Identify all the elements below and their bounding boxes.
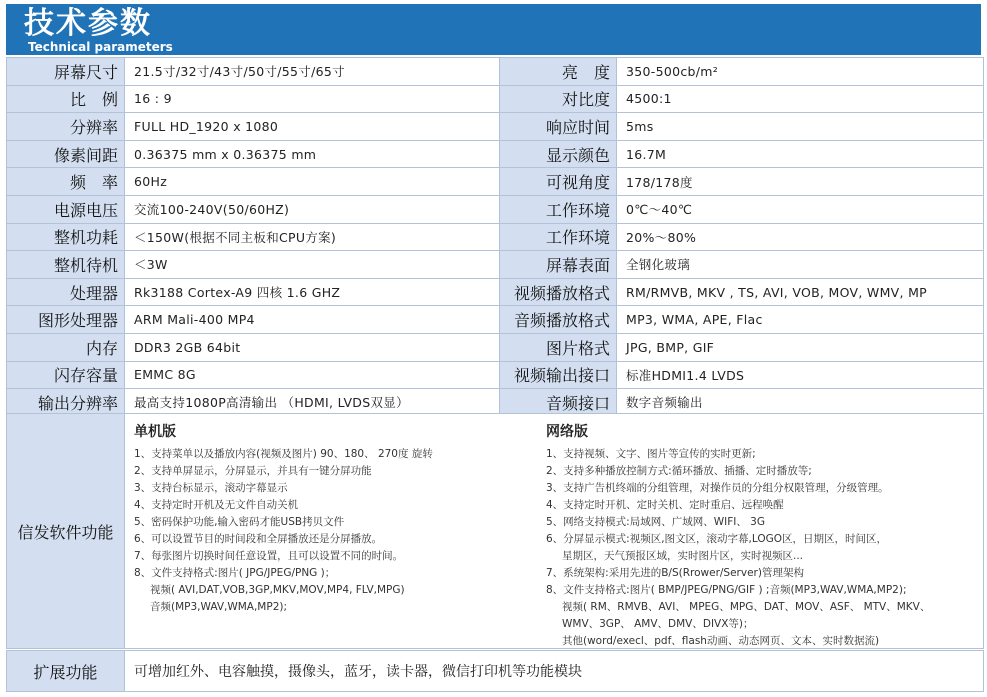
extension-table bbox=[6, 650, 984, 692]
spec-label: 像素间距 bbox=[7, 140, 125, 168]
standalone-item: 6、可以设置节目的时间段和全屏播放还是分屏播放。 bbox=[134, 533, 383, 545]
spec-row bbox=[7, 333, 984, 361]
spec-value: DDR3 2GB 64bit bbox=[125, 333, 500, 361]
spec-label: 整机功耗 bbox=[7, 223, 125, 251]
spec-label: 分辨率 bbox=[7, 113, 125, 141]
network-item: 5、网络支持模式:局域网、广域网、WIFI、 3G bbox=[546, 516, 765, 528]
network-item: 7、系统架构:采用先进的B/S(Rrower/Server)管理架构 bbox=[546, 567, 804, 579]
software-features-table bbox=[6, 413, 984, 649]
spec-label: 整机待机 bbox=[7, 251, 125, 279]
spec-label: 响应时间 bbox=[500, 113, 617, 141]
spec-label: 屏幕表面 bbox=[500, 251, 617, 279]
network-item: 星期区，天气预报区域，实时图片区，实时视频区... bbox=[562, 550, 804, 562]
spec-row bbox=[7, 306, 984, 334]
network-item: 其他(word/execl、pdf、flash动画、动态网页、文本、实时数据流) bbox=[562, 635, 880, 647]
spec-value: Rk3188 Cortex-A9 四核 1.6 GHZ bbox=[125, 278, 500, 306]
spec-row bbox=[7, 195, 984, 223]
title-banner bbox=[6, 4, 981, 55]
spec-value: 0℃～40℃ bbox=[617, 195, 984, 223]
spec-row bbox=[7, 168, 984, 196]
spec-value: 21.5寸/32寸/43寸/50寸/55寸/65寸 bbox=[125, 58, 500, 86]
spec-value: ＜3W bbox=[125, 251, 500, 279]
standalone-item: 5、密码保护功能,输入密码才能USB拷贝文件 bbox=[134, 516, 345, 528]
spec-label: 图片格式 bbox=[500, 333, 617, 361]
spec-row bbox=[7, 140, 984, 168]
network-item: 视频( RM、RMVB、AVI、 MPEG、MPG、DAT、MOV、ASF、 MTV、MKV、 bbox=[562, 601, 931, 613]
spec-label: 电源电压 bbox=[7, 195, 125, 223]
spec-label: 可视角度 bbox=[500, 168, 617, 196]
spec-row bbox=[7, 223, 984, 251]
software-features-content bbox=[125, 414, 984, 649]
network-item: 8、文件支持格式:图片( BMP/JPEG/PNG/GIF ) ;音频(MP3,WAV,WMA,MP2); bbox=[546, 584, 907, 596]
network-item: 1、支持视频、文字、图片等宣传的实时更新; bbox=[546, 448, 756, 460]
software-features-label: 信发软件功能 bbox=[7, 414, 125, 649]
spec-label: 处理器 bbox=[7, 278, 125, 306]
network-column bbox=[546, 422, 930, 650]
spec-label: 工作环境 bbox=[500, 195, 617, 223]
network-item: 3、支持广告机终端的分组管理，对操作员的分组分权限管理，分级管理。 bbox=[546, 482, 889, 494]
spec-label: 对比度 bbox=[500, 85, 617, 113]
standalone-title: 单机版 bbox=[134, 424, 176, 440]
spec-value: 5ms bbox=[617, 113, 984, 141]
standalone-item: 8、文件支持格式:图片( JPG/JPEG/PNG )； bbox=[134, 567, 336, 579]
standalone-item: 音频(MP3,WAV,WMA,MP2); bbox=[150, 601, 288, 613]
spec-value: ＜150W(根据不同主板和CPU方案) bbox=[125, 223, 500, 251]
spec-value: 交流100-240V(50/60HZ) bbox=[125, 195, 500, 223]
extension-value: 可增加红外、电容触摸，摄像头，蓝牙，读卡器，微信打印机等功能模块 bbox=[125, 651, 984, 692]
standalone-item: 2、支持单屏显示，分屏显示，并具有一键分屏功能 bbox=[134, 465, 372, 477]
spec-value: 178/178度 bbox=[617, 168, 984, 196]
spec-value: 数字音频输出 bbox=[617, 389, 984, 417]
spec-value: ARM Mali-400 MP4 bbox=[125, 306, 500, 334]
spec-label: 视频播放格式 bbox=[500, 278, 617, 306]
spec-row bbox=[7, 85, 984, 113]
spec-value: 60Hz bbox=[125, 168, 500, 196]
spec-value: RM/RMVB, MKV , TS, AVI, VOB, MOV, WMV, MP bbox=[617, 278, 984, 306]
spec-label: 内存 bbox=[7, 333, 125, 361]
page-title: 技术参数 bbox=[24, 6, 152, 41]
spec-row bbox=[7, 113, 984, 141]
spec-label: 比 例 bbox=[7, 85, 125, 113]
spec-value: 16.7M bbox=[617, 140, 984, 168]
spec-row bbox=[7, 58, 984, 86]
standalone-column bbox=[134, 422, 433, 616]
standalone-item: 视频( AVI,DAT,VOB,3GP,MKV,MOV,MP4, FLV,MPG) bbox=[150, 584, 405, 596]
spec-row bbox=[7, 278, 984, 306]
network-item: WMV、3GP、 AMV、DMV、DIVX等)； bbox=[562, 618, 754, 630]
network-item: 4、支持定时开机、定时关机、定时重启、远程唤醒 bbox=[546, 499, 784, 511]
standalone-item: 3、支持台标显示，滚动字幕显示 bbox=[134, 482, 288, 494]
spec-label: 工作环境 bbox=[500, 223, 617, 251]
spec-value: 标准HDMI1.4 LVDS bbox=[617, 361, 984, 389]
network-item: 6、分屏显示模式:视频区,图文区，滚动字幕,LOGO区，日期区，时间区， bbox=[546, 533, 888, 545]
spec-row bbox=[7, 251, 984, 279]
network-item: 2、支持多种播放控制方式:循环播放、插播、定时播放等; bbox=[546, 465, 812, 477]
spec-value: 16 : 9 bbox=[125, 85, 500, 113]
spec-row bbox=[7, 361, 984, 389]
extension-label: 扩展功能 bbox=[7, 651, 125, 692]
spec-label: 显示颜色 bbox=[500, 140, 617, 168]
spec-value: 全钢化玻璃 bbox=[617, 251, 984, 279]
spec-value: MP3, WMA, APE, Flac bbox=[617, 306, 984, 334]
page-subtitle: Technical parameters bbox=[28, 40, 173, 54]
spec-value: FULL HD_1920 x 1080 bbox=[125, 113, 500, 141]
spec-value: 0.36375 mm x 0.36375 mm bbox=[125, 140, 500, 168]
spec-value: 350-500cb/m² bbox=[617, 58, 984, 86]
spec-table bbox=[6, 57, 984, 417]
spec-value: EMMC 8G bbox=[125, 361, 500, 389]
standalone-item: 1、支持菜单以及播放内容(视频及图片) 90、180、 270度 旋转 bbox=[134, 448, 433, 460]
standalone-item: 7、每张图片切换时间任意设置，且可以设置不同的时间。 bbox=[134, 550, 404, 562]
spec-label: 音频播放格式 bbox=[500, 306, 617, 334]
spec-value: 4500:1 bbox=[617, 85, 984, 113]
spec-value: 20%～80% bbox=[617, 223, 984, 251]
spec-label: 亮 度 bbox=[500, 58, 617, 86]
spec-label: 屏幕尺寸 bbox=[7, 58, 125, 86]
spec-label: 音频接口 bbox=[500, 389, 617, 417]
spec-label: 频 率 bbox=[7, 168, 125, 196]
spec-label: 闪存容量 bbox=[7, 361, 125, 389]
spec-label: 输出分辨率 bbox=[7, 389, 125, 417]
spec-value: 最高支持1080P高清输出 （HDMI, LVDS双显） bbox=[125, 389, 500, 417]
spec-value: JPG, BMP, GIF bbox=[617, 333, 984, 361]
spec-label: 视频输出接口 bbox=[500, 361, 617, 389]
standalone-item: 4、支持定时开机及无文件自动关机 bbox=[134, 499, 299, 511]
network-title: 网络版 bbox=[546, 424, 588, 440]
spec-label: 图形处理器 bbox=[7, 306, 125, 334]
